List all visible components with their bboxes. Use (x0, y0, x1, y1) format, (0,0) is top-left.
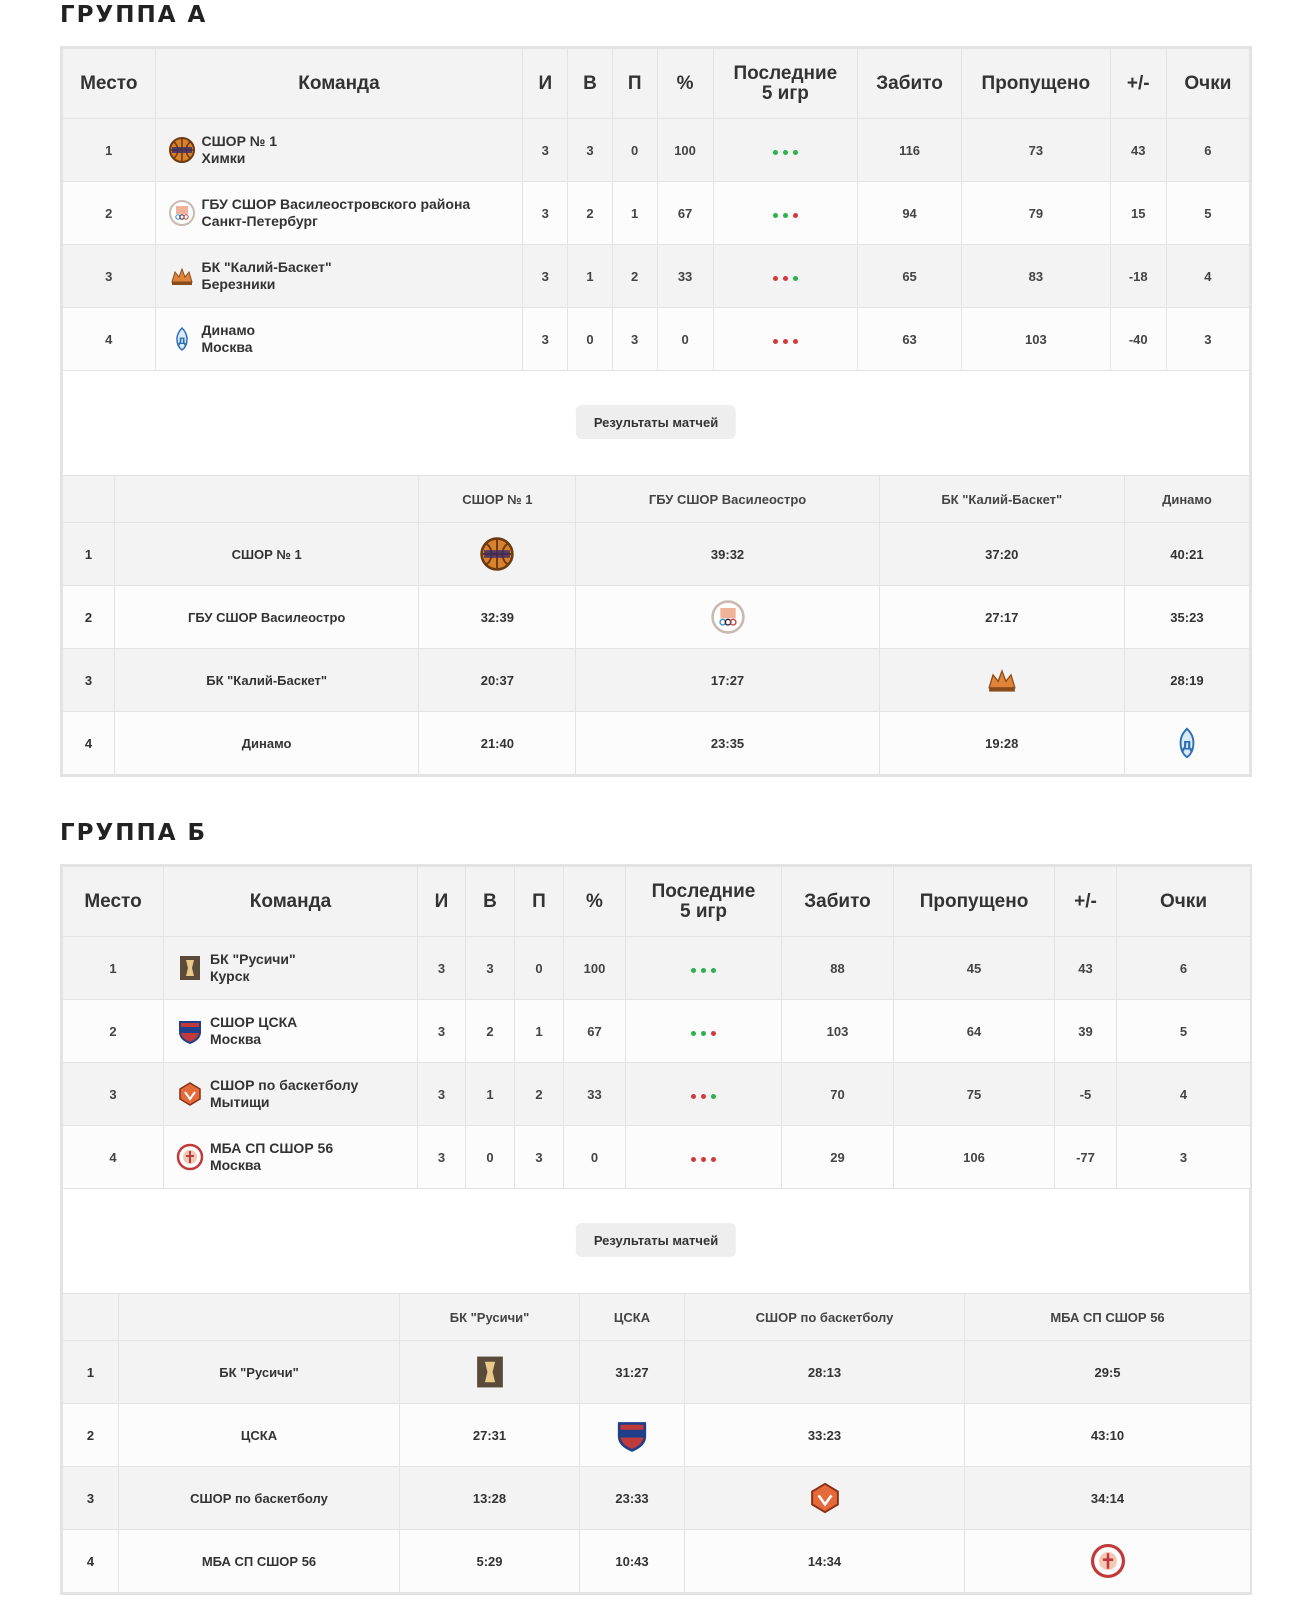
team-city: Химки (201, 150, 246, 166)
form-loss-dot (783, 276, 788, 281)
form-win-dot (793, 276, 798, 281)
header-losses: П (612, 49, 657, 119)
header-last5: Последние 5 игр (626, 867, 782, 937)
cska-logo-icon (176, 1017, 204, 1045)
matrix-col-header: ЦСКА (580, 1294, 685, 1341)
team-city: Мытищи (210, 1094, 270, 1110)
dynamo-logo-icon (1169, 725, 1205, 761)
header-diff: +/- (1055, 867, 1117, 937)
group-b-button-row (62, 1189, 1250, 1293)
losses-cell: 1 (612, 182, 657, 245)
matrix-col-header: СШОР № 1 (419, 476, 576, 523)
points-cell: 5 (1117, 1000, 1251, 1063)
group-b-standings-table (62, 866, 1251, 1189)
header-place: Место (63, 867, 164, 937)
games-cell: 3 (523, 119, 568, 182)
form-loss-dot (701, 1157, 706, 1162)
header-conceded: Пропущено (962, 49, 1111, 119)
header-place: Место (63, 49, 156, 119)
header-conceded: Пропущено (894, 867, 1055, 937)
form-dots (773, 213, 798, 218)
scored-cell: 70 (782, 1063, 894, 1126)
svg-text:Д: Д (177, 337, 186, 347)
match-score[interactable]: 37:20 (879, 523, 1124, 586)
table-row (63, 1000, 1251, 1063)
form-loss-dot (793, 339, 798, 344)
form-win-dot (691, 968, 696, 973)
games-cell: 3 (418, 1000, 466, 1063)
table-row (63, 245, 1250, 308)
form-loss-dot (711, 1031, 716, 1036)
team-name[interactable]: ГБУ СШОР Василеостровского района (201, 196, 471, 212)
place-cell: 4 (63, 1126, 164, 1189)
match-score[interactable]: 10:43 (580, 1530, 685, 1593)
scored-cell: 116 (858, 119, 962, 182)
match-score[interactable]: 31:27 (580, 1341, 685, 1404)
matrix-self-cell (400, 1341, 580, 1404)
form-loss-dot (691, 1157, 696, 1162)
group-a-standings-table (62, 48, 1250, 371)
points-cell: 3 (1117, 1126, 1251, 1189)
team-name[interactable]: Динамо (201, 322, 256, 338)
matrix-col-header: ГБУ СШОР Василеостро (576, 476, 879, 523)
matrix-team[interactable]: Динамо (115, 712, 419, 775)
match-score[interactable]: 23:35 (576, 712, 879, 775)
form-win-dot (783, 150, 788, 155)
form-cell (626, 1126, 782, 1189)
matrix-place: 3 (63, 1467, 119, 1530)
header-percent: % (564, 867, 626, 937)
games-cell: 3 (523, 182, 568, 245)
table-row (63, 937, 1251, 1000)
match-results-button[interactable]: Результаты матчей (576, 1223, 736, 1257)
match-score[interactable]: 13:28 (400, 1467, 580, 1530)
points-cell: 3 (1166, 308, 1249, 371)
form-win-dot (773, 150, 778, 155)
conceded-cell: 103 (962, 308, 1111, 371)
wins-cell: 0 (466, 1126, 515, 1189)
form-dots (773, 150, 798, 155)
conceded-cell: 79 (962, 182, 1111, 245)
form-dots (773, 276, 798, 281)
standings-header-row (63, 867, 1251, 937)
header-team: Команда (164, 867, 418, 937)
place-cell: 2 (63, 182, 156, 245)
diff-cell: 39 (1055, 1000, 1117, 1063)
dynamo-logo-icon (168, 325, 196, 353)
matrix-place: 1 (63, 1341, 119, 1404)
losses-cell: 0 (515, 937, 564, 1000)
form-dots (691, 1094, 716, 1099)
team-cell (164, 1000, 418, 1063)
matrix-col-header: БК "Калий-Баскет" (879, 476, 1124, 523)
matrix-col-header: БК "Русичи" (400, 1294, 580, 1341)
match-score[interactable]: 17:27 (576, 649, 879, 712)
form-loss-dot (773, 276, 778, 281)
matrix-corner-team (115, 476, 419, 523)
matrix-self-cell (1124, 712, 1249, 775)
match-score[interactable]: 32:39 (419, 586, 576, 649)
wins-cell: 1 (568, 245, 613, 308)
mba-logo-icon (1090, 1543, 1126, 1579)
form-dots (691, 968, 716, 973)
mba-logo-icon (176, 1143, 204, 1171)
team-cell (155, 119, 523, 182)
percent-cell: 33 (564, 1063, 626, 1126)
matrix-self-cell (879, 649, 1124, 712)
match-score[interactable]: 19:28 (879, 712, 1124, 775)
header-scored: Забито (858, 49, 962, 119)
crown-logo-icon (984, 662, 1020, 698)
matrix-team[interactable]: МБА СП СШОР 56 (119, 1530, 400, 1593)
place-cell: 3 (63, 245, 156, 308)
wins-cell: 3 (568, 119, 613, 182)
header-wins: В (568, 49, 613, 119)
group-a-title: ГРУППА А (60, 2, 208, 28)
match-score[interactable]: 28:13 (685, 1341, 965, 1404)
matrix-col-header: Динамо (1124, 476, 1249, 523)
match-score[interactable]: 20:37 (419, 649, 576, 712)
losses-cell: 3 (515, 1126, 564, 1189)
header-wins: В (466, 867, 515, 937)
diff-cell: -77 (1055, 1126, 1117, 1189)
rusichi-logo-icon (472, 1354, 508, 1390)
team-name[interactable]: МБА СП СШОР 56 (210, 1140, 334, 1156)
group-a-button-row (62, 371, 1250, 475)
conceded-cell: 73 (962, 119, 1111, 182)
form-loss-dot (691, 1094, 696, 1099)
match-score[interactable]: 29:5 (965, 1341, 1251, 1404)
match-score[interactable]: 35:23 (1124, 586, 1249, 649)
header-losses: П (515, 867, 564, 937)
match-score[interactable]: 33:23 (685, 1404, 965, 1467)
matrix-place: 2 (63, 586, 115, 649)
matrix-col-header: СШОР по баскетболу (685, 1294, 965, 1341)
matrix-place: 4 (63, 1530, 119, 1593)
group-b-results-matrix (62, 1293, 1251, 1593)
team-name[interactable]: БК "Калий-Баскет" (201, 259, 332, 275)
match-score[interactable]: 14:34 (685, 1530, 965, 1593)
scored-cell: 63 (858, 308, 962, 371)
team-cell (155, 245, 523, 308)
form-win-dot (691, 1031, 696, 1036)
losses-cell: 2 (612, 245, 657, 308)
place-cell: 4 (63, 308, 156, 371)
matrix-team[interactable]: БК "Калий-Баскет" (115, 649, 419, 712)
scored-cell: 103 (782, 1000, 894, 1063)
match-results-button[interactable]: Результаты матчей (576, 405, 736, 439)
header-scored: Забито (782, 867, 894, 937)
table-row (63, 119, 1250, 182)
header-percent: % (657, 49, 713, 119)
team-city: Березники (201, 276, 276, 292)
standings-header-row (63, 49, 1250, 119)
team-city: Санкт-Петербург (201, 213, 318, 229)
games-cell: 3 (523, 308, 568, 371)
losses-cell: 3 (612, 308, 657, 371)
group-b-title: ГРУППА Б (60, 820, 208, 846)
matrix-team[interactable]: БК "Русичи" (119, 1341, 400, 1404)
match-score[interactable]: 28:19 (1124, 649, 1249, 712)
cska-logo-icon (614, 1417, 650, 1453)
form-loss-dot (793, 213, 798, 218)
matrix-self-cell (419, 523, 576, 586)
match-score[interactable]: 27:31 (400, 1404, 580, 1467)
form-cell (713, 119, 857, 182)
matrix-place: 3 (63, 649, 115, 712)
matrix-header-row (63, 1294, 1251, 1341)
svg-text:Д: Д (1181, 738, 1193, 753)
wins-cell: 2 (466, 1000, 515, 1063)
matrix-corner (63, 476, 115, 523)
group-a-box (60, 46, 1252, 777)
form-win-dot (793, 150, 798, 155)
matrix-self-cell (685, 1467, 965, 1530)
form-loss-dot (711, 1157, 716, 1162)
matrix-header-row (63, 476, 1250, 523)
points-cell: 6 (1166, 119, 1249, 182)
matrix-row (63, 1530, 1251, 1593)
table-row (63, 1063, 1251, 1126)
match-score[interactable]: 5:29 (400, 1530, 580, 1593)
matrix-row (63, 1404, 1251, 1467)
conceded-cell: 106 (894, 1126, 1055, 1189)
team-cell (164, 1126, 418, 1189)
match-score[interactable]: 40:21 (1124, 523, 1249, 586)
matrix-row (63, 649, 1250, 712)
diff-cell: 43 (1055, 937, 1117, 1000)
team-city: Москва (210, 1157, 262, 1173)
percent-cell: 0 (564, 1126, 626, 1189)
percent-cell: 67 (657, 182, 713, 245)
mytishchi-logo-icon (176, 1080, 204, 1108)
match-score[interactable]: 27:17 (879, 586, 1124, 649)
diff-cell: 43 (1110, 119, 1166, 182)
percent-cell: 33 (657, 245, 713, 308)
place-cell: 1 (63, 937, 164, 1000)
team-cell (155, 308, 523, 371)
table-row (63, 1126, 1251, 1189)
match-score[interactable]: 23:33 (580, 1467, 685, 1530)
matrix-place: 2 (63, 1404, 119, 1467)
percent-cell: 67 (564, 1000, 626, 1063)
form-loss-dot (783, 339, 788, 344)
ball-logo-icon (479, 536, 515, 572)
matrix-row (63, 712, 1250, 775)
team-cell (155, 182, 523, 245)
rings-logo-icon (710, 599, 746, 635)
wins-cell: 0 (568, 308, 613, 371)
team-cell (164, 1063, 418, 1126)
diff-cell: 15 (1110, 182, 1166, 245)
matrix-self-cell (576, 586, 879, 649)
points-cell: 5 (1166, 182, 1249, 245)
header-games: И (418, 867, 466, 937)
matrix-team[interactable]: СШОР № 1 (115, 523, 419, 586)
diff-cell: -5 (1055, 1063, 1117, 1126)
rusichi-logo-icon (176, 954, 204, 982)
matrix-corner (63, 1294, 119, 1341)
form-loss-dot (701, 1094, 706, 1099)
form-dots (691, 1031, 716, 1036)
matrix-row (63, 523, 1250, 586)
conceded-cell: 64 (894, 1000, 1055, 1063)
match-score[interactable]: 21:40 (419, 712, 576, 775)
games-cell: 3 (418, 1126, 466, 1189)
match-score[interactable]: 39:32 (576, 523, 879, 586)
conceded-cell: 83 (962, 245, 1111, 308)
group-a-results-matrix (62, 475, 1250, 775)
games-cell: 3 (418, 937, 466, 1000)
header-points: Очки (1117, 867, 1251, 937)
percent-cell: 0 (657, 308, 713, 371)
form-win-dot (783, 213, 788, 218)
match-score[interactable]: 43:10 (965, 1404, 1251, 1467)
form-cell (626, 1000, 782, 1063)
table-row (63, 182, 1250, 245)
form-win-dot (701, 968, 706, 973)
wins-cell: 1 (466, 1063, 515, 1126)
team-city: Москва (210, 1031, 262, 1047)
matrix-col-header: МБА СП СШОР 56 (965, 1294, 1251, 1341)
games-cell: 3 (418, 1063, 466, 1126)
matrix-row (63, 1341, 1251, 1404)
form-dots (773, 339, 798, 344)
form-cell (713, 245, 857, 308)
form-loss-dot (773, 339, 778, 344)
matrix-place: 4 (63, 712, 115, 775)
header-team: Команда (155, 49, 523, 119)
place-cell: 2 (63, 1000, 164, 1063)
team-city: Курск (210, 968, 250, 984)
match-score[interactable]: 34:14 (965, 1467, 1251, 1530)
form-cell (626, 937, 782, 1000)
percent-cell: 100 (564, 937, 626, 1000)
form-cell (626, 1063, 782, 1126)
matrix-team[interactable]: СШОР по баскетболу (119, 1467, 400, 1530)
diff-cell: -18 (1110, 245, 1166, 308)
matrix-self-cell (580, 1404, 685, 1467)
form-dots (691, 1157, 716, 1162)
team-name[interactable]: СШОР № 1 (201, 133, 278, 149)
losses-cell: 1 (515, 1000, 564, 1063)
wins-cell: 3 (466, 937, 515, 1000)
matrix-team[interactable]: ЦСКА (119, 1404, 400, 1467)
team-name[interactable]: СШОР ЦСКА (210, 1014, 298, 1030)
conceded-cell: 45 (894, 937, 1055, 1000)
percent-cell: 100 (657, 119, 713, 182)
matrix-place: 1 (63, 523, 115, 586)
team-name[interactable]: БК "Русичи" (210, 951, 296, 967)
team-cell (164, 937, 418, 1000)
team-city: Москва (201, 339, 253, 355)
points-cell: 4 (1166, 245, 1249, 308)
header-games: И (523, 49, 568, 119)
form-win-dot (711, 1094, 716, 1099)
points-cell: 6 (1117, 937, 1251, 1000)
place-cell: 3 (63, 1063, 164, 1126)
place-cell: 1 (63, 119, 156, 182)
form-cell (713, 308, 857, 371)
wins-cell: 2 (568, 182, 613, 245)
conceded-cell: 75 (894, 1063, 1055, 1126)
header-last5: Последние 5 игр (713, 49, 857, 119)
form-win-dot (773, 213, 778, 218)
matrix-row (63, 586, 1250, 649)
form-win-dot (711, 968, 716, 973)
mytishchi-logo-icon (807, 1480, 843, 1516)
form-win-dot (701, 1031, 706, 1036)
matrix-corner-team (119, 1294, 400, 1341)
header-diff: +/- (1110, 49, 1166, 119)
losses-cell: 2 (515, 1063, 564, 1126)
table-row (63, 308, 1250, 371)
form-cell (713, 182, 857, 245)
scored-cell: 88 (782, 937, 894, 1000)
crown-logo-icon (168, 262, 196, 290)
diff-cell: -40 (1110, 308, 1166, 371)
scored-cell: 65 (858, 245, 962, 308)
team-name[interactable]: СШОР по баскетболу (210, 1077, 359, 1093)
games-cell: 3 (523, 245, 568, 308)
header-points: Очки (1166, 49, 1249, 119)
scored-cell: 29 (782, 1126, 894, 1189)
scored-cell: 94 (858, 182, 962, 245)
matrix-row (63, 1467, 1251, 1530)
losses-cell: 0 (612, 119, 657, 182)
matrix-team[interactable]: ГБУ СШОР Василеостро (115, 586, 419, 649)
points-cell: 4 (1117, 1063, 1251, 1126)
ball-logo-icon (168, 136, 196, 164)
group-b-box (60, 864, 1252, 1595)
matrix-self-cell (965, 1530, 1251, 1593)
rings-logo-icon (168, 199, 196, 227)
